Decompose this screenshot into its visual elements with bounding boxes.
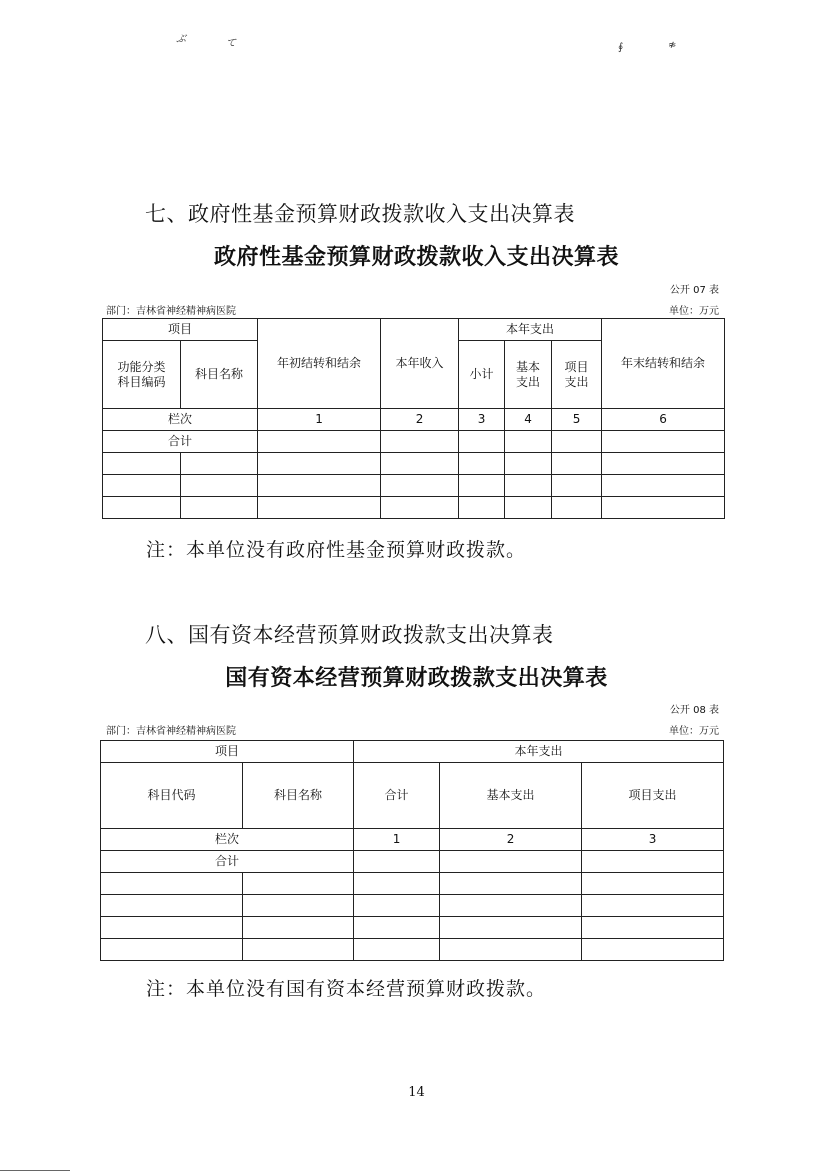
header-basic-expenditure: 基本支出 xyxy=(440,763,582,829)
column-number: 2 xyxy=(381,409,459,431)
header-subject-code: 科目代码 xyxy=(101,763,243,829)
table-cell xyxy=(505,431,552,453)
header-project: 项目 xyxy=(101,741,354,763)
section-8-table xyxy=(100,740,724,961)
scan-mark: ≉ xyxy=(668,40,677,51)
header-basic-expenditure: 基本 支出 xyxy=(505,341,552,409)
section-7-table-code: 公开 07 表 xyxy=(669,285,719,296)
header-total: 合计 xyxy=(354,763,440,829)
scan-edge-line xyxy=(0,1170,70,1171)
table-row xyxy=(101,939,724,961)
section-8-table-title: 国有资本经营预算财政拨款支出决算表 xyxy=(225,665,608,691)
header-project-expenditure: 项目 支出 xyxy=(552,341,602,409)
table-row xyxy=(103,453,725,475)
column-number: 1 xyxy=(354,829,440,851)
column-number: 5 xyxy=(552,409,602,431)
table-cell xyxy=(354,851,440,873)
section-7-heading: 七、政府性基金预算财政拨款收入支出决算表 xyxy=(145,202,575,226)
table-row xyxy=(101,873,724,895)
table-row xyxy=(103,475,725,497)
section-8-table-code: 公开 08 表 xyxy=(669,705,719,716)
header-income: 本年收入 xyxy=(381,319,459,409)
table-row xyxy=(101,917,724,939)
section-7-table xyxy=(102,318,725,519)
header-subtotal: 小计 xyxy=(459,341,505,409)
header-current-expenditure: 本年支出 xyxy=(354,741,724,763)
column-number: 4 xyxy=(505,409,552,431)
table-row xyxy=(103,497,725,519)
scan-mark: て xyxy=(226,38,236,49)
header-current-expenditure: 本年支出 xyxy=(459,319,602,341)
section-8-note: 注：本单位没有国有资本经营预算财政拨款。 xyxy=(146,978,547,1000)
header-begin-balance: 年初结转和结余 xyxy=(258,319,381,409)
section-8-heading: 八、国有资本经营预算财政拨款支出决算表 xyxy=(145,623,554,647)
table-cell xyxy=(459,431,505,453)
column-number: 1 xyxy=(258,409,381,431)
row-total-label: 合计 xyxy=(101,851,354,873)
header-end-balance: 年末结转和结余 xyxy=(602,319,725,409)
section-7-unit: 单位：万元 xyxy=(669,306,719,317)
page-number: 14 xyxy=(408,1085,425,1100)
header-project: 项目 xyxy=(103,319,258,341)
header-subject-name: 科目名称 xyxy=(181,341,258,409)
row-column-number-label: 栏次 xyxy=(103,409,258,431)
column-number: 3 xyxy=(582,829,724,851)
table-cell xyxy=(602,431,725,453)
row-total-label: 合计 xyxy=(103,431,258,453)
column-number: 6 xyxy=(602,409,725,431)
section-7-dept: 部门：吉林省神经精神病医院 xyxy=(106,306,236,317)
section-7-table-title: 政府性基金预算财政拨款收入支出决算表 xyxy=(213,244,619,270)
table-cell xyxy=(440,851,582,873)
section-8-dept: 部门：吉林省神经精神病医院 xyxy=(106,726,236,737)
table-cell xyxy=(582,851,724,873)
table-cell xyxy=(552,431,602,453)
column-number: 3 xyxy=(459,409,505,431)
row-column-number-label: 栏次 xyxy=(101,829,354,851)
column-number: 2 xyxy=(440,829,582,851)
table-cell xyxy=(258,431,381,453)
section-8-unit: 单位：万元 xyxy=(669,726,719,737)
header-project-expenditure: 项目支出 xyxy=(582,763,724,829)
table-row xyxy=(101,895,724,917)
scan-mark: ぶ xyxy=(176,34,186,45)
header-subject-name: 科目名称 xyxy=(243,763,354,829)
table-cell xyxy=(381,431,459,453)
scan-mark: ∮ xyxy=(618,42,624,53)
section-7-note: 注：本单位没有政府性基金预算财政拨款。 xyxy=(146,539,527,561)
header-function-code: 功能分类 科目编码 xyxy=(103,341,181,409)
